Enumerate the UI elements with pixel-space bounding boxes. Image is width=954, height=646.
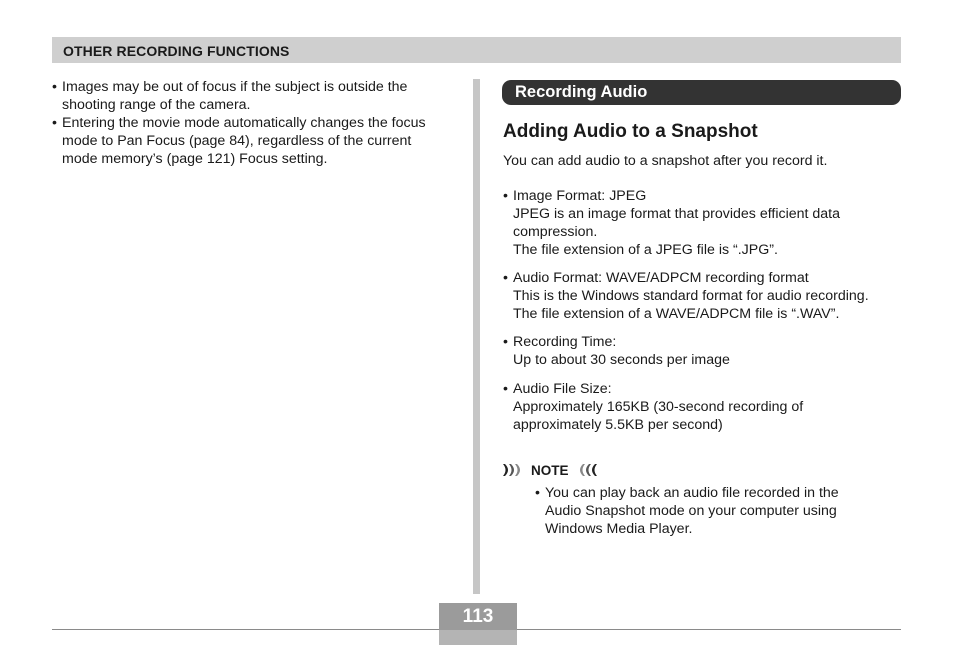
spec-title: • Audio File Size: (503, 380, 901, 398)
spec-title: • Recording Time: (503, 333, 901, 351)
text-line: Windows Media Player. (545, 521, 693, 537)
text-line: mode to Pan Focus (page 84), regardless of the current (62, 133, 412, 149)
spec-detail: Approximately 165KB (30-second recording of (513, 399, 804, 415)
note-end-marker-icon (575, 463, 597, 477)
spec-detail: JPEG is an image format that provides efficient data (513, 206, 841, 222)
spec-item-audio-file-size (503, 380, 901, 434)
note-bullet-item (535, 484, 895, 538)
chapter-header-bar (52, 37, 901, 63)
section-heading: Recording Audio (515, 83, 648, 101)
intro-paragraph: You can add audio to a snapshot after you record it. (503, 153, 828, 169)
spec-detail: compression. (513, 224, 598, 240)
left-column (52, 78, 462, 168)
chapter-title: OTHER RECORDING FUNCTIONS (63, 43, 290, 59)
spec-detail: The file extension of a WAVE/ADPCM file is “.WAV”. (513, 306, 840, 322)
spec-item-image-format (503, 187, 901, 259)
spec-title: • Audio Format: WAVE/ADPCM recording format (503, 269, 901, 287)
spec-item-audio-format (503, 269, 901, 323)
section-heading-bar (502, 80, 901, 105)
page-number-box (439, 603, 517, 645)
note-start-marker-icon (503, 463, 525, 477)
column-divider (473, 79, 480, 594)
text-line: mode memory’s (page 121) Focus setting. (62, 151, 328, 167)
spec-detail: Up to about 30 seconds per image (513, 352, 730, 368)
left-bullet-item (52, 78, 462, 114)
spec-title: • Image Format: JPEG (503, 187, 901, 205)
spec-detail: approximately 5.5KB per second) (513, 417, 723, 433)
text-line: • You can play back an audio file recorded in the (545, 485, 839, 501)
spec-detail: This is the Windows standard format for audio recording. (513, 288, 869, 304)
note-label: NOTE (531, 462, 569, 478)
page-title: Adding Audio to a Snapshot (503, 121, 758, 142)
text-line: Audio Snapshot mode on your computer using (545, 503, 837, 519)
note-header (503, 462, 597, 478)
text-line: • Images may be out of focus if the subject is outside the (62, 79, 408, 95)
left-bullet-item (52, 114, 462, 168)
text-line: shooting range of the camera. (62, 97, 251, 113)
text-line: • Entering the movie mode automatically changes the focus (62, 115, 426, 131)
page-number: 113 (462, 606, 494, 627)
note-body (535, 484, 895, 538)
spec-detail: The file extension of a JPEG file is “.JPG”. (513, 242, 778, 258)
spec-item-recording-time (503, 333, 901, 369)
